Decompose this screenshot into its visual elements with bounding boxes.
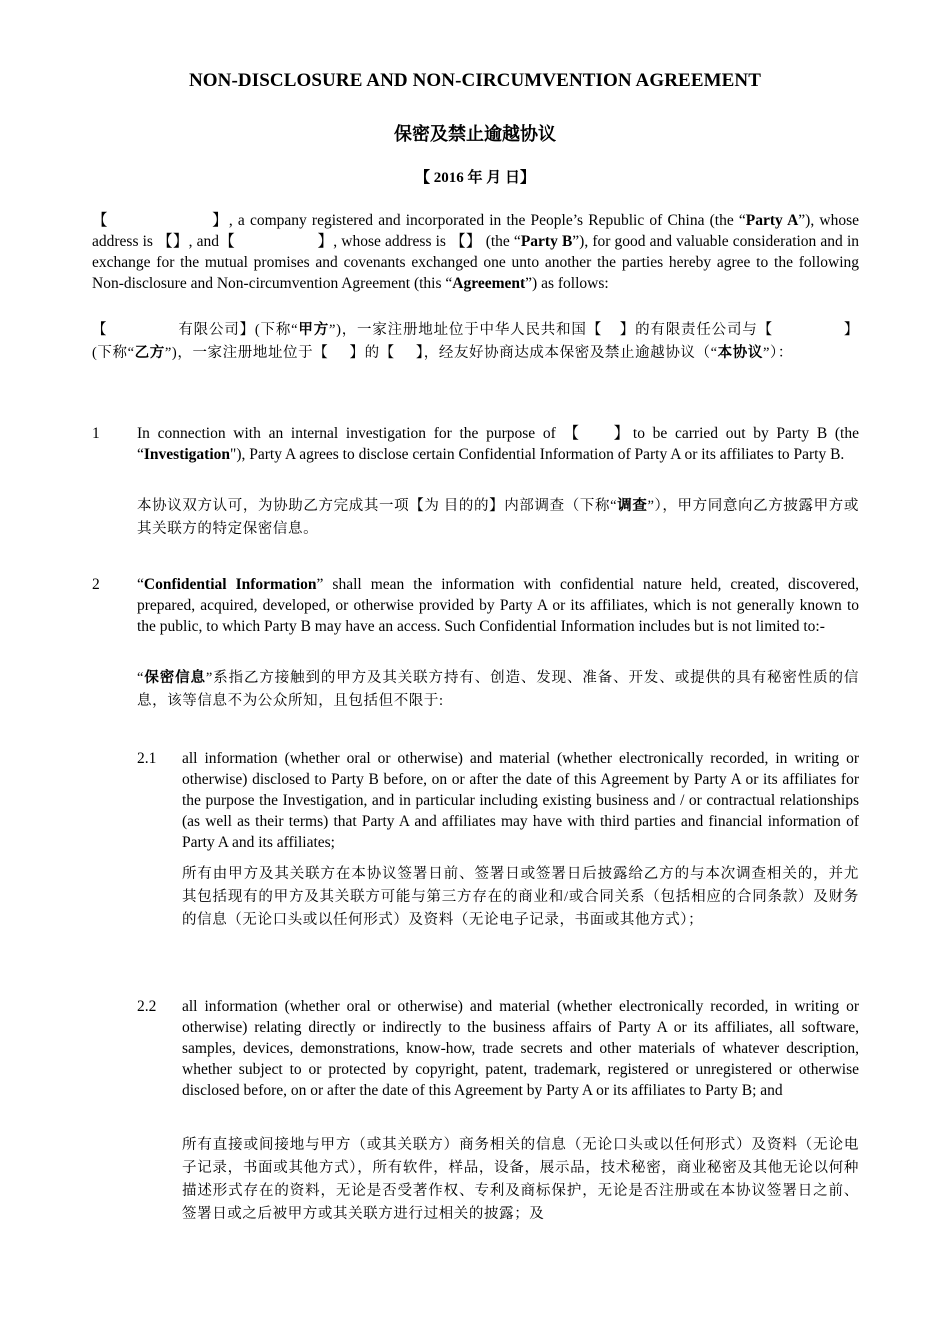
- clause-2-en-text-2: ” shall mean the information with confidential nature held, created, discovered, prepared, acquired, developed, or otherwise provided by Party A or its affiliates, which is not generally known to the public, to which Party B may have an access. Such Confidential Information includes but is not limited to:-: [137, 576, 859, 635]
- clause-2-english: [137, 574, 859, 637]
- preamble-en-text-3: ”), for good and valuable consideration and in exchange for the mutual promises and covenants exchanged one unto another the parties hereby agree to the following Non-disclosure and Non-circumvention Agreement (this “: [92, 233, 863, 292]
- defined-term-yifang: 乙方: [134, 345, 165, 361]
- defined-term-party-b: Party B: [520, 233, 573, 250]
- clause-1-en-text-2: "), Party A agrees to disclose certain Confidential Information of Party A or its affiliates to Party B.: [230, 446, 845, 463]
- defined-term-diaocha: 调查: [617, 498, 648, 514]
- document-title-english: NON-DISCLOSURE AND NON-CIRCUMVENTION AGREEMENT: [188, 70, 761, 91]
- clause-1-english: [137, 423, 863, 465]
- preamble-cn-text-1: 【 有限公司】(下称“: [92, 322, 299, 338]
- defined-term-agreement: Agreement: [452, 275, 526, 292]
- defined-term-investigation: Investigation: [143, 446, 231, 463]
- defined-term-jiafang: 甲方: [298, 322, 330, 338]
- preamble-en-text-2: ”), whose address is 【】, and【 】, whose address is 【】 (the “: [92, 212, 863, 250]
- preamble-en-text-1: 【 】, a company registered and incorporated in the People’s Republic of China (the “: [92, 212, 746, 229]
- clause-1-en-text-1: In connection with an internal investigation for the purpose of 【 】to be carried out by Party B (the “: [137, 425, 863, 463]
- clause-2-1-number: 2.1: [137, 750, 157, 767]
- clause-2-2-chinese: 所有直接或间接地与甲方（或其关联方）商务相关的信息（无论口头或以任何形式）及资料（无论电子记录，书面或其他方式），所有软件，样品，设备，展示品，技术秘密，商业秘密及其他无论以何种描述形式存在的资料，无论是否受著作权、专利及商标保护，无论是否注册或在本协议签署日之前、签署日或之后被甲方或其关联方进行过相关的披露；及: [182, 1137, 859, 1222]
- clause-2-1-chinese: 所有由甲方及其关联方在本协议签署日前、签署日或签署日后披露给乙方的与本次调查相关的，并尤其包括现有的甲方及其关联方可能与第三方存在的商业和/或合同关系（包括相应的合同条款）及财务的信息（无论口头或以任何形式）及资料（无论电子记录，书面或其他方式）；: [182, 866, 859, 928]
- document-title-chinese: 保密及禁止逾越协议: [394, 124, 556, 144]
- preamble-english: [92, 210, 863, 294]
- clause-2-2-number: 2.2: [137, 998, 157, 1015]
- clause-2-number: 2: [92, 576, 100, 593]
- clause-1-number: 1: [92, 425, 100, 442]
- preamble-cn-text-2: ”)，一家注册地址位于中华人民共和国【 】的有限责任公司与【 】(下称“: [92, 322, 859, 361]
- clause-2-en-text-1: “: [137, 576, 144, 593]
- clause-2-2-english: all information (whether oral or otherwise) and material (whether electronically recorded, in writing or otherwise) relating directly or indirectly to the business affairs of Party A or its affiliates, all software, samples, devices, demonstrations, know-how, trade secrets and other materials of whatever description, whether subject to or protected by copyright, patent, trademark, registered or unregistered or otherwise disclosed before, on or after the date of this Agreement by Party A or its affiliates to Party B; and: [182, 998, 859, 1099]
- clause-1-cn-text-1: 本协议双方认可，为协助乙方完成其一项【为 目的的】内部调查（下称“: [137, 498, 618, 514]
- defined-term-benxieyi: 本协议: [717, 345, 763, 361]
- agreement-date: 【 2016 年 月 日】: [414, 170, 535, 186]
- clause-2-cn-text-1: “: [137, 670, 145, 686]
- clause-1-cn-text-2: ”），甲方同意向乙方披露甲方或其关联方的特定保密信息。: [137, 498, 860, 537]
- defined-term-party-a: Party A: [745, 212, 799, 229]
- preamble-chinese: [92, 319, 859, 365]
- defined-term-confidential-information: Confidential Information: [143, 576, 317, 593]
- clause-2-cn-text-2: ”系指乙方接触到的甲方及其关联方持有、创造、发现、准备、开发、或提供的具有秘密性质的信息，该等信息不为公众所知，且包括但不限于:: [137, 670, 860, 709]
- clause-2-chinese: [137, 667, 859, 713]
- preamble-cn-text-4: ”）：: [762, 345, 793, 361]
- preamble-cn-text-3: ”)，一家注册地址位于【 】的【 】，经友好协商达成本保密及禁止逾越协议（“: [164, 345, 718, 361]
- clause-2-1-english: all information (whether oral or otherwise) and material (whether electronically recorded, in writing or otherwise) disclosed to Party B before, on or after the date of this Agreement by Party A or its affiliates for the purpose the Investigation, and in particular including existing business and / or contractual relationships (as well as their terms) that Party A and affiliates may have with third parties and financial information of Party A and its affiliates;: [182, 750, 859, 851]
- preamble-en-text-4: ”) as follows:: [525, 275, 609, 292]
- defined-term-baomi-xinxi: 保密信息: [144, 670, 206, 686]
- clause-1-chinese: [137, 495, 859, 541]
